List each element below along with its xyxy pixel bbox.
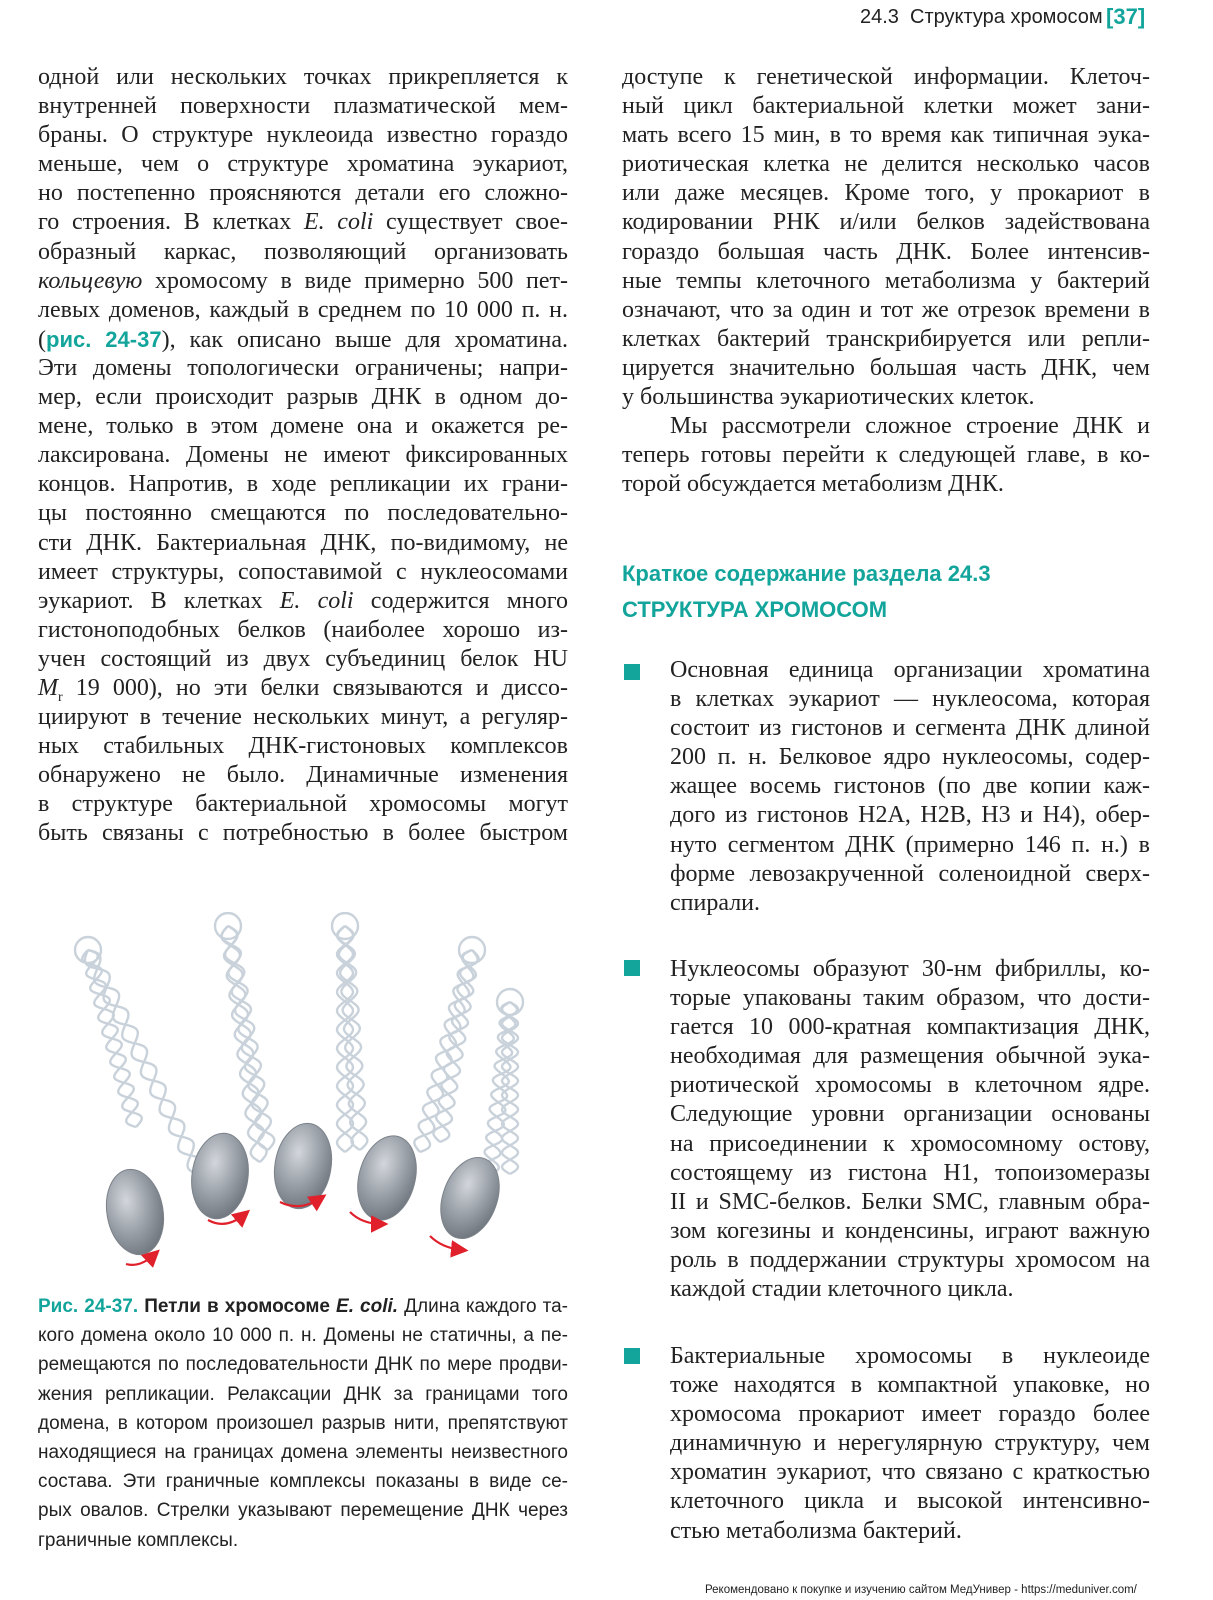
- footer-note: Рекомендовано к покупке и изучению сайтом МедУнивер - https://meduniver.com/: [705, 1584, 1137, 1596]
- body-line: эукариот. В клетках E. coli содержится много: [38, 587, 568, 614]
- summary-bullet-3: [670, 1342, 1150, 1546]
- body-line: теперь готовы перейти к следующей главе, в ко-: [622, 442, 1150, 469]
- header-section-number: 24.3: [860, 6, 899, 28]
- caption-line: состава. Эти граничные комплексы показаны в виде се-: [38, 1471, 568, 1493]
- dna-strand: [225, 926, 271, 1150]
- body-line: у большинства эукариотических клеток.: [622, 384, 1035, 411]
- bullet-line: состоящему из гистона Н1, топоизомеразы: [670, 1159, 1150, 1186]
- bullet-line: Нуклеосомы образуют 30-нм фибриллы, ко-: [670, 956, 1150, 982]
- right-column-text: [622, 63, 1150, 499]
- bullet-line: клеточного цикла и высокой интенсивно-: [670, 1488, 1150, 1515]
- caption-line: Рис. 24-37. Петли в хромосоме E. coli. Длина каждого та-: [38, 1296, 568, 1317]
- body-line: но постепенно проясняются детали его сложно-: [38, 180, 568, 207]
- body-line: мать всего 15 мин, в то время как типичная эука-: [622, 122, 1150, 149]
- caption-title: Петли в хромосоме: [144, 1296, 337, 1317]
- caption-label: Рис. 24-37.: [38, 1296, 145, 1317]
- body-line: внутренней поверхности плазматической мем-: [38, 93, 568, 120]
- caption-line: находящиеся на границах домена элементы неизвестного: [38, 1441, 568, 1463]
- running-header: [860, 4, 1180, 34]
- body-line: гистоноподобных белков (наиболее хорошо из-: [38, 616, 568, 643]
- body-line: меньше, чем о структуре хроматина эукариот,: [38, 151, 568, 178]
- body-line: торой обсуждается метаболизм ДНК.: [622, 471, 1004, 498]
- bullet-line: дого из гистонов Н2А, Н2В, Н3 и Н4), обер-: [670, 802, 1150, 829]
- bullet-line: торые упакованы таким образом, что дости-: [670, 985, 1150, 1012]
- body-line: или даже месяцев. Кроме того, у прокариот в: [622, 180, 1150, 207]
- body-line: лаксирована. Домены не имеют фиксированных: [38, 442, 568, 469]
- body-line: кольцевую хромосому в виде примерно 500 пет-: [38, 267, 568, 294]
- body-line: гораздо большая часть ДНК. Более интенсив-: [622, 238, 1150, 265]
- body-line: имеет структуры, сопоставимой с нуклеосомами: [38, 558, 568, 585]
- dna-movement-arrow: [126, 1254, 155, 1265]
- bullet-line: II и SMC-белков. Белки SMC, главным обра-: [670, 1188, 1150, 1215]
- chromosome-loops-illustration: [40, 912, 580, 1284]
- summary-heading: [622, 556, 1162, 628]
- boundary-complexes: [100, 1119, 510, 1259]
- body-line: (рис. 24-37), как описано выше для хроматина.: [38, 326, 568, 353]
- bullet-line: состоит из гистонов и сегмента ДНК длиной: [670, 715, 1150, 742]
- body-line: быть связаны с потребностью в более быстром: [38, 820, 568, 847]
- bullet-line: зом когезины и конденсины, играют важную: [670, 1217, 1150, 1244]
- bullet-line: необходимая для размещения обычной эука-: [670, 1043, 1150, 1070]
- body-line: образный каркас, позволяющий организовать: [38, 238, 568, 265]
- left-column-text: [38, 63, 568, 849]
- body-line: цируется значительно большая часть ДНК, чем: [622, 354, 1150, 381]
- bullet-line: динамичную и нерегулярную структуру, чем: [670, 1430, 1150, 1457]
- bullet-line: каждой стадии клеточного цикла.: [670, 1276, 1014, 1303]
- bullet-line: риотической хромосомы в клеточном ядре.: [670, 1072, 1150, 1099]
- body-line: мене, только в этом домене она и окажется ре-: [38, 413, 568, 440]
- body-line: браны. О структуре нуклеоида известно гораздо: [38, 122, 568, 149]
- bullet-line: Следующие уровни организации основаны: [670, 1101, 1150, 1128]
- bullet-line: на присоединении к хромосомному остову,: [670, 1130, 1150, 1157]
- boundary-complex-oval: [186, 1130, 253, 1223]
- body-line: означают, что за один и тот же отрезок времени в: [622, 296, 1150, 323]
- page-number: [1106, 4, 1145, 30]
- bullet-line: в клетках эукариот — нуклеосома, которая: [670, 686, 1150, 713]
- bullet-line: тоже находятся в компактной упаковке, но: [670, 1372, 1150, 1399]
- body-line: обнаружено не было. Динамичные изменения: [38, 762, 568, 789]
- body-line: одной или нескольких точках прикрепляется к: [38, 64, 568, 90]
- body-line: Эти домены топологически ограничены; напри-: [38, 354, 568, 381]
- bullet-line: роль в поддержании структуры хромосом на: [670, 1246, 1150, 1273]
- body-line: ный цикл бактериальной клетки может зани-: [622, 93, 1150, 120]
- bullet-line: форме левозакрученной соленоидной сверх-: [670, 860, 1150, 887]
- body-line: циируют в течение нескольких минут, а регуляр-: [38, 704, 568, 731]
- caption-line: жения репликации. Релаксации ДНК за границами того: [38, 1383, 568, 1405]
- bullet-line: хромосома прокариот имеет гораздо более: [670, 1401, 1150, 1428]
- page-number-value: 37: [1113, 4, 1138, 29]
- bullet-line: Основная единица организации хроматина: [670, 657, 1150, 683]
- caption-line: граничные комплексы.: [38, 1529, 239, 1551]
- figure-caption: [38, 1292, 568, 1555]
- summary-bullet-1: [670, 656, 1150, 918]
- body-line: Мы рассмотрели сложное строение ДНК и: [670, 413, 1150, 440]
- bullet-line: гается 10 000-кратная компактизация ДНК,: [670, 1014, 1150, 1041]
- bullet-line: стью метаболизма бактерий.: [670, 1517, 962, 1544]
- page-bracket-open: [: [1106, 4, 1114, 29]
- body-line: левых доменов, каждый в среднем по 10 000 п. н.: [38, 296, 568, 323]
- header-section-title: Структура хромосом: [910, 6, 1103, 28]
- body-line: сти ДНК. Бактериальная ДНК, по-видимому, не: [38, 529, 568, 556]
- caption-species: E. coli.: [336, 1296, 399, 1317]
- body-line: учен состоящий из двух субъединиц белок HU: [38, 645, 568, 672]
- figure-chromosome-loops: [40, 912, 580, 1284]
- bullet-line: 200 п. н. Белковое ядро нуклеосомы, содер-: [670, 744, 1150, 771]
- summary-heading-line1: Краткое содержание раздела 24.3: [622, 561, 991, 586]
- body-line: доступе к генетической информации. Клеточ-: [622, 64, 1150, 90]
- boundary-complex-oval: [268, 1119, 338, 1213]
- caption-line: кого домена около 10 000 п. н. Домены не статичны, а пе-: [38, 1325, 568, 1347]
- body-line: кодировании РНК и/или белков задействована: [622, 209, 1150, 236]
- boundary-complex-oval: [100, 1165, 170, 1259]
- caption-line: ремещаются по последовательности ДНК по мере продви-: [38, 1354, 568, 1376]
- bullet-line: хроматин эукариот, что связано с краткостью: [670, 1459, 1150, 1486]
- bullet-square-icon: [624, 960, 640, 976]
- body-line: мер, если происходит разрыв ДНК в одном до-: [38, 384, 568, 411]
- bullet-square-icon: [624, 664, 640, 680]
- body-line: цы постоянно смещаются по последовательно-: [38, 500, 568, 527]
- body-line: концов. Напротив, в ходе репликации их грани-: [38, 471, 568, 498]
- bullet-square-icon: [624, 1348, 640, 1364]
- body-line: клетках бактерий транскрибируется или репли-: [622, 325, 1150, 352]
- body-line: ных стабильных ДНК-гистоновых комплексов: [38, 733, 568, 760]
- body-line: риотическая клетка не делится несколько часов: [622, 151, 1150, 178]
- body-line: $M_r$ 19 000), но эти белки связываются и диссо-: [38, 674, 568, 705]
- body-line: в структуре бактериальной хромосомы могут: [38, 791, 568, 818]
- bullet-line: Бактериальные хромосомы в нуклеоиде: [670, 1343, 1150, 1369]
- bullet-line: нуто сегментом ДНК (примерно 146 п. н.) в: [670, 831, 1150, 858]
- caption-line: рых овалов. Стрелки указывают перемещение ДНК через: [38, 1500, 568, 1522]
- caption-line: домена, в котором произошел разрыв нити, препятствуют: [38, 1412, 568, 1434]
- summary-heading-line2: СТРУКТУРА ХРОМОСОМ: [622, 597, 888, 622]
- summary-bullet-2: [670, 955, 1150, 1304]
- body-line: ные темпы клеточного метаболизма у бактерий: [622, 267, 1150, 294]
- bullet-line: жащее восемь гистонов (по две копии каж-: [670, 773, 1150, 800]
- page-bracket-close: ]: [1137, 4, 1146, 29]
- bullet-line: спирали.: [670, 889, 761, 916]
- body-line: го строения. В клетках E. coli существует свое-: [38, 209, 568, 236]
